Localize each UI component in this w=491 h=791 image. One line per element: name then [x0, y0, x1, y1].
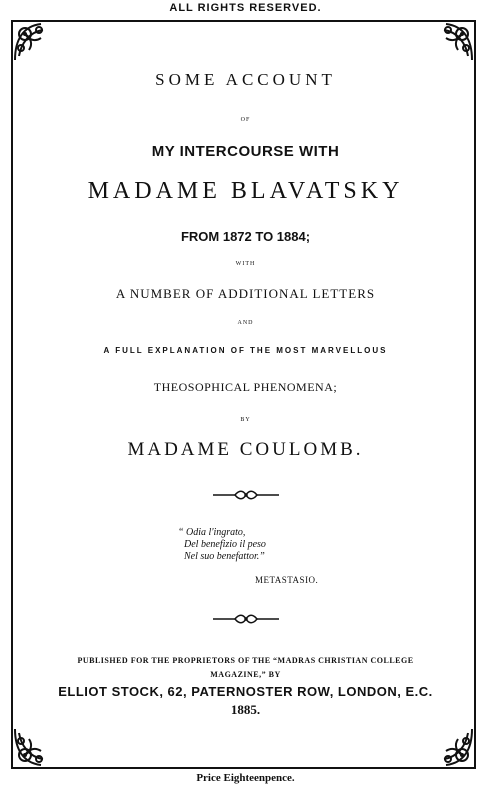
title-connector-with: WITH [235, 261, 256, 267]
imprint-publisher-line: PUBLISHED FOR THE PROPRIETORS OF THE “MADRAS CHRISTIAN COLLEGE [77, 656, 414, 665]
title-line-intercourse: MY INTERCOURSE WITH [151, 143, 340, 160]
title-connector-by: BY [240, 417, 251, 423]
corner-ornament-bottom-left-icon [11, 725, 55, 769]
ornamental-rule-icon [0, 488, 491, 502]
title-line-dates: FROM 1872 TO 1884; [180, 229, 311, 244]
corner-ornament-top-left-icon [11, 20, 55, 64]
title-connector-of: OF [240, 117, 251, 123]
epigraph-line: Del benefizio il peso [184, 539, 266, 550]
title-line-phenomena: THEOSOPHICAL PHENOMENA; [153, 380, 338, 394]
epigraph-line: “ Odia l'ingrato, [178, 527, 246, 538]
corner-ornament-top-right-icon [432, 20, 476, 64]
title-line-explanation: A FULL EXPLANATION OF THE MOST MARVELLOUS [103, 346, 388, 355]
epigraph [178, 527, 266, 563]
imprint-year: 1885. [230, 702, 261, 717]
corner-ornament-bottom-right-icon [432, 725, 476, 769]
rights-notice: ALL RIGHTS RESERVED. [169, 2, 322, 14]
epigraph-attribution: METASTASIO. [255, 575, 319, 585]
title-line-blavatsky: MADAME BLAVATSKY [87, 178, 404, 204]
title-line-some-account: SOME ACCOUNT [155, 70, 336, 89]
imprint-address-line: ELLIOT STOCK, 62, PATERNOSTER ROW, LONDON, E.C. [58, 684, 433, 699]
title-connector-and: AND [237, 320, 254, 326]
author-name: MADAME COULOMB. [127, 439, 364, 460]
title-line-letters: A NUMBER OF ADDITIONAL LETTERS [115, 286, 376, 301]
ornamental-rule-icon [0, 612, 491, 626]
price-notice: Price Eighteenpence. [196, 772, 295, 784]
imprint-magazine-line: MAGAZINE,” BY [210, 670, 281, 679]
epigraph-line: Nel suo benefattor.” [184, 551, 265, 562]
